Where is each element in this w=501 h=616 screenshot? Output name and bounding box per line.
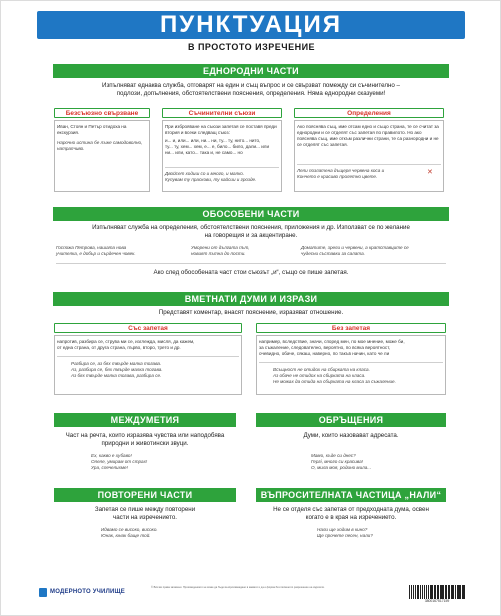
section-particle-desc: [251, 506, 451, 522]
example-line: Ура, спечелихме!: [91, 465, 128, 470]
example-line: Мамо, къде си днес?: [311, 453, 356, 458]
cross-mark-icon: ✕: [427, 169, 433, 176]
barcode-bar: [420, 585, 421, 599]
col-head-asyndetic: Безсъюзно свързване: [54, 108, 150, 118]
publisher-name: МОДЕРНОТО УЧИЛИЩЕ: [50, 589, 126, 595]
divider: [297, 164, 441, 165]
section-homogeneous-header: [53, 64, 449, 78]
text-line: Ако пояснява същ, име отсам едно и също страна, те се считат за еднородни и се отделят със запетая по правилото. Но ако: [297, 124, 439, 135]
interjections-examples: [91, 453, 231, 471]
section-particle-title: ВЪПРОСИТЕЛНАТА ЧАСТИЦА „НАЛИ“: [260, 490, 442, 500]
section-addresses-header: [256, 413, 446, 427]
barcode-bar: [424, 585, 425, 599]
desc-line: когато е в края на изречението.: [305, 514, 397, 521]
barcode-bar: [448, 585, 450, 599]
with-comma-examples: [71, 361, 231, 379]
section-particle-header: [256, 488, 446, 502]
attributes-examples: [297, 168, 417, 180]
without-comma-examples: [273, 367, 443, 385]
asyndetic-text: Иван, Стоян и Петър отидоха на екскурзия.: [57, 124, 127, 135]
detached-example-3: [301, 245, 446, 257]
conjunctions-text: [165, 124, 279, 156]
divider: [165, 167, 279, 168]
section-homogeneous-desc: [41, 82, 461, 98]
barcode-icon: [409, 581, 465, 599]
example-line: Доматите, зрели и червени, а кратставците се: [301, 245, 409, 250]
copyright-note: © Всички права запазени. Произведението не може да бъде възпроизвеждано в каквато и да е форма без писменото разрешение на издателя.: [151, 586, 325, 589]
barcode-number: 3800167517159: [424, 599, 450, 603]
text-line: например, вследствие, значи, според мен, по мое мнение, може би,: [259, 339, 405, 344]
col-head-conjunctions: Съчинителни съюзи: [162, 108, 282, 118]
example-line: Всъщност не отидох на сбирката на класа.: [273, 367, 370, 372]
section-addresses-title: ОБРЪЩЕНИЯ: [318, 415, 384, 425]
example-line: чудесни съставки за салата.: [301, 251, 365, 256]
col-head-without-comma: Без запетая: [256, 323, 446, 333]
desc-line: Запетая се пише между повторени: [94, 506, 196, 513]
barcode-bar: [451, 585, 452, 599]
section-inserted-header: [53, 292, 449, 306]
barcode-bar: [446, 585, 447, 599]
section-detached-desc: [41, 224, 461, 240]
example-line: Разбира се, аз бях твърде малка тогава.: [71, 361, 162, 366]
example-line: Не можах да отида на сбирката на класа за съжаление.: [273, 379, 396, 384]
text-line: от една страна, от друга страна, първо, второ, трето и др.: [57, 345, 181, 350]
asyndetic-example: Нарочно истина бе лъже самодоволно, натрапчиво.: [57, 140, 143, 151]
desc-line: Не се отделя със запетая от предходната дума, освен: [273, 506, 429, 513]
without-comma-text: [259, 339, 443, 357]
example-line: Идвамо се високо, високо.: [101, 527, 158, 532]
detached-example-1: [56, 245, 166, 257]
desc-line: Изпълняват еднаква служба, отговарят на един и същ въпрос и се свързват помежду си съчинително –: [102, 82, 400, 89]
barcode-bar: [430, 585, 432, 599]
col-head-attributes: Определения: [294, 108, 444, 118]
divider: [259, 362, 443, 363]
conjunctions-examples: [165, 171, 279, 183]
example-line: Гергі, много си красива!: [311, 459, 363, 464]
text-line: ни... или, като... така и, не само... но: [165, 150, 243, 155]
desc-line: части на изречението.: [112, 514, 177, 521]
barcode-bar: [417, 585, 419, 599]
page-title: ПУНКТУАЦИЯ: [160, 11, 342, 38]
title-banner: [37, 11, 465, 39]
section-interjections-title: МЕЖДУМЕТИЯ: [110, 415, 180, 425]
text-line: очевидно, обаче, сякаш, наверно, по такъв начин, като че ли: [259, 351, 390, 356]
divider: [57, 356, 239, 357]
barcode-bar: [458, 585, 460, 599]
barcode-bar: [462, 585, 463, 599]
example-line: Кончето е красиво пролетно цвете.: [297, 174, 378, 179]
section-inserted-desc: Представят коментар, внасят пояснение, изразяват отношение.: [158, 309, 344, 316]
example-line: Аз бях твърде малка тогава, разбира се.: [71, 373, 162, 378]
section-addresses-desc: Думи, които назовават адресата.: [303, 432, 399, 439]
particle-examples: [317, 527, 447, 539]
example-line: Купувам ту праскови, ту кайсии и грозде.: [165, 177, 257, 182]
section-interjections-header: [54, 413, 236, 427]
desc-line: Част на речта, които изразява чувства или наподобява: [65, 432, 225, 439]
example-line: О, мила моя, родино мила...: [311, 465, 372, 470]
barcode-bar: [441, 585, 443, 599]
text-line: за съжаление, следователно, вероятно, по всяка вероятност,: [259, 345, 391, 350]
barcode-bar: [435, 585, 436, 599]
section-repeated-header: [54, 488, 236, 502]
barcode-bar: [426, 585, 427, 599]
text-line: напротив, разбира се, струва ми се, изглежда, мисля, да кажем,: [57, 339, 195, 344]
section-detached-title: ОБОСОБЕНИ ЧАСТИ: [202, 209, 300, 219]
example-line: Ще прочете песен, нали?: [317, 533, 373, 538]
with-comma-text: [57, 339, 239, 351]
barcode-bar: [437, 585, 439, 599]
barcode-bar: [463, 585, 465, 599]
col-head-with-comma: Със запетая: [54, 323, 242, 333]
section-detached-header: [53, 207, 449, 221]
section-interjections-desc: [49, 432, 241, 448]
section-homogeneous-title: ЕДНОРОДНИ ЧАСТИ: [203, 66, 299, 76]
example-line: Лели позлатена дъщеря червена коса и: [297, 168, 385, 173]
example-line: Госпожа Петрова, нашата нова: [56, 245, 127, 250]
text-line: ту... ту, хем... хем, е... е, било... било, дали... или: [165, 144, 270, 149]
barcode-bar: [422, 585, 424, 599]
example-line: Двойсет ходиш со и много, и малко.: [165, 171, 245, 176]
example-line: Ех, какво е хубаво!: [91, 453, 132, 458]
book-icon: [39, 588, 47, 597]
divider: [56, 263, 446, 264]
barcode-bar: [457, 585, 458, 599]
barcode-bar: [440, 585, 441, 599]
repeated-examples: [101, 527, 231, 539]
detached-note: Ако след обособената част стои съюзът „и“, също се пише запетая.: [153, 269, 349, 276]
example-line: Уморени от дългата път,: [191, 245, 250, 250]
barcode-bar: [411, 585, 413, 599]
barcode-bar: [428, 585, 430, 599]
detached-example-2: [191, 245, 281, 257]
example-line: Аз, разбира се, бях твърде малка тогава.: [71, 367, 163, 372]
barcode-bar: [415, 585, 416, 599]
desc-line: подлози, допълнения, обстоятелствени пояснения, определения. Няма еднородни сказуеми!: [116, 90, 386, 97]
example-line: Аз обаче не отидох на сбирката на класа.: [273, 373, 366, 378]
text-line: и... и, или... или, ни... ни, ту... ту, нито... нито,: [165, 138, 261, 143]
text-line: пояснява същ, име откъм различни страни, те са разнородни и не се отделят със запетая.: [297, 136, 439, 147]
barcode-bar: [413, 585, 414, 599]
publisher-logo: [39, 586, 129, 598]
section-repeated-title: ПОВТОРЕНИ ЧАСТИ: [97, 490, 193, 500]
barcode-bar: [455, 585, 456, 599]
page-subtitle: В ПРОСТОТО ИЗРЕЧЕНИЕ: [187, 42, 316, 52]
example-line: Олеле, умирам от страх!: [91, 459, 148, 464]
barcode-bar: [452, 585, 454, 599]
text-line: При изброяване на съюзи запетая се поставя преди втория и всеки следващ съюз:: [165, 124, 277, 135]
section-inserted-title: ВМЕТНАТИ ДУМИ И ИЗРАЗИ: [184, 294, 318, 304]
barcode-bar: [434, 585, 435, 599]
desc-line: на говорещия и за акцентиране.: [204, 232, 298, 239]
barcode-bar: [445, 585, 446, 599]
example-line: учителка, е добър и сърдечен човек.: [56, 251, 136, 256]
desc-line: Изпълняват служба на определения, обстоятелствени пояснения, приложения и др. Използват се по желание: [92, 224, 410, 231]
example-line: Нали ще ходим в кино?: [317, 527, 368, 532]
example-line: Юнак, юнак баще той.: [101, 533, 151, 538]
example-line: новият пътна до пости.: [191, 251, 246, 256]
addresses-examples: [311, 453, 441, 471]
attributes-text: [297, 124, 441, 148]
section-repeated-desc: [49, 506, 241, 522]
barcode-bar: [409, 585, 410, 599]
desc-line: природни и животински звуци.: [101, 440, 189, 447]
